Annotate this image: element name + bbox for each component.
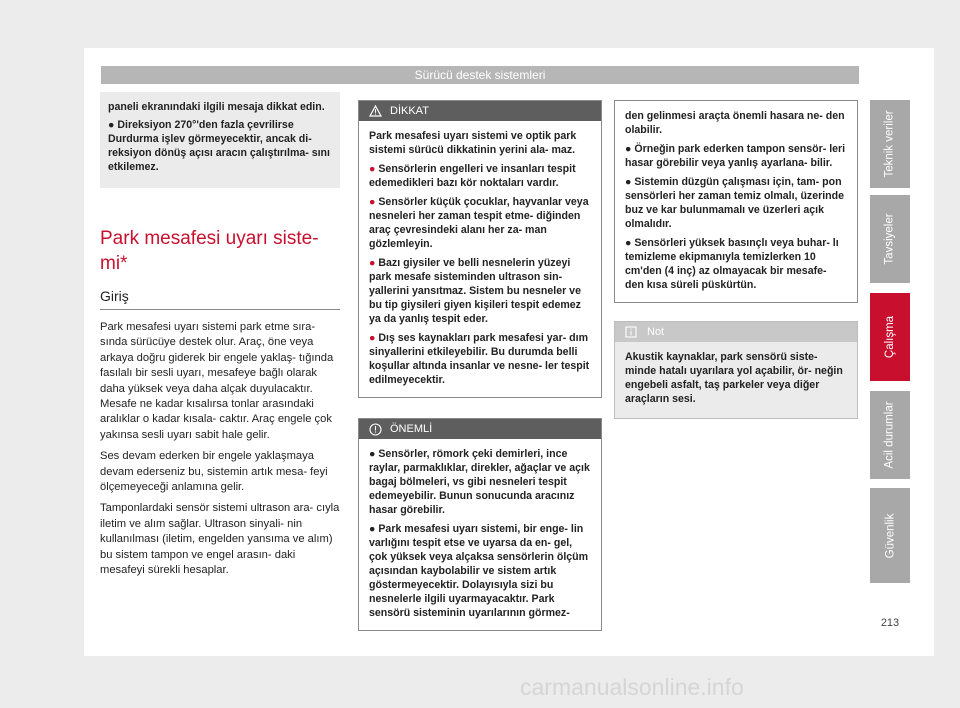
important-box — [358, 418, 602, 631]
caution-intro: Park mesafesi uyarı sistemi ve optik park sistemi sürücü dikkatinin yerini ala- maz. — [369, 130, 577, 156]
bullet-icon: ● — [369, 448, 376, 460]
important-bullet — [625, 142, 847, 170]
body-text — [100, 320, 340, 579]
bullet-text: Sensörler küçük çocuklar, hayvanlar veya nesneleri her zaman tespit etme- diğinden araç çevresindeki alanı her za- man gözlemleyin. — [369, 196, 589, 250]
bullet-icon: ● — [625, 143, 632, 155]
side-tab-teknik-veriler[interactable] — [870, 100, 910, 188]
bullet-text: Sensörler, römork çeki demirleri, ince raylar, parmaklıklar, direkler, ağaçlar ve açık bagaj bölmeleri, vs gibi nesneleri tespit edemeyebilir. Bunun sonucunda aracınız hasar görebilir. — [369, 448, 590, 516]
bullet-icon: ● — [369, 332, 376, 344]
note-label: Not — [647, 326, 665, 338]
bullet-text: Sensörleri yüksek basınçlı veya buhar- lı temizleme ekipmanıyla temizlerken 10 cm'den (4 inç) az olmayacak bir mesafe- den kısa süreli püskürtün. — [625, 237, 839, 291]
bullet-icon: ● — [369, 196, 376, 208]
paragraph: Ses devam ederken bir engele yaklaşmaya devam ederseniz bu, sistemin artık mesa- feyi ölçemeyeceği anlamına gelir. — [100, 450, 328, 494]
paragraph: Tamponlardaki sensör sistemi ultrason ara- cıyla iletim ve alım sağlar. Ultrason sinyali- nin kullanılması (iletim, engelden yansıma ve alım) bu sistem tampon ve engel arasın- daki mesafeyi sürekli hesaplar. — [100, 502, 340, 577]
bullet-icon: ● — [625, 176, 632, 188]
note-body: Akustik kaynaklar, park sensörü siste- minde hatalı uyarılara yol açabilir, ör- neğin engebeli asfalt, taş parkeler veya diğer araçların sesi. — [615, 342, 857, 418]
bullet-text: Sensörlerin engelleri ve insanları tespit edemedikleri bazı kör noktaları vardır. — [369, 163, 576, 189]
bullet-icon: ● — [369, 257, 376, 269]
caution-header — [359, 101, 601, 121]
paragraph: Park mesafesi uyarı sistemi park etme sıra- sında sürücüye destek olur. Araç, öne veya arkaya doğru giderek bir engele yaklaş- tığında fasılalı bir sesli uyarı, mesafeye bağlı olarak daha yüksek veya daha alçak duyulacaktır. Mesafe ne kadar kısalırsa tonlar arasındaki aralıklar o kadar kısala- caktır. Araç engele çok yakınsa sesli uyarı sabit hale gelir. — [100, 321, 334, 441]
bullet-text: Bazı giysiler ve belli nesnelerin yüzeyi park mesafe sisteminden ultrason sin- yallerini yansıtmaz. Sistem bu nesneler ve bu tip giysileri giyen kişileri tespit edemez ya da yanlış tespit eder. — [369, 257, 581, 325]
important-bullet — [625, 175, 847, 231]
side-tab-label: Acil durumlar — [884, 401, 897, 469]
important-body — [359, 439, 601, 630]
note-icon — [625, 326, 637, 338]
page-number: 213 — [880, 617, 900, 629]
caution-bullet — [369, 256, 591, 326]
bullet-text: Direksiyon 270°'den fazla çevrilirse Durdurma işlev görmeyecektir, ancak di- reksiyon dönüş açısı aracın çalıştırılma- sını etkilemez. — [108, 119, 330, 173]
bullet-text: Dış ses kaynakları park mesafesi yar- dım sinyallerini etkileyebilir. Bu durumda belli koşullar altında insanlar ve nesne- ler tespit edilmeyecektir. — [369, 332, 590, 386]
note-header — [615, 322, 857, 342]
caution-bullet — [369, 195, 591, 251]
side-tab-guvenlik[interactable] — [870, 488, 910, 583]
caution-box — [358, 100, 602, 398]
caution-bullet — [369, 162, 591, 190]
continued-text: den gelinmesi araçta önemli hasara ne- den olabilir. — [625, 110, 845, 136]
side-tab-tavsiyeler[interactable] — [870, 195, 910, 283]
side-tab-label: Güvenlik — [884, 513, 896, 558]
important-label: ÖNEMLİ — [390, 423, 433, 435]
bullet-text: Örneğin park ederken tampon sensör- leri hasar görebilir veya yanlış ayarlana- bilir. — [625, 143, 846, 169]
watermark: carmanualsonline.info — [520, 674, 744, 700]
section-title: Park mesafesi uyarı siste- mi* — [100, 228, 319, 274]
note-box — [614, 321, 858, 419]
bullet-icon: ● — [625, 237, 632, 249]
side-tab-label: Çalışma — [884, 315, 896, 359]
caution-body — [359, 121, 601, 397]
side-tab-acil-durumlar[interactable] — [870, 391, 910, 479]
bullet-icon: ● — [369, 163, 376, 175]
column-right — [614, 100, 858, 419]
bullet-icon: ● — [369, 523, 376, 535]
column-left — [100, 92, 340, 579]
important-header — [359, 419, 601, 439]
column-middle — [358, 100, 602, 631]
important-bullet — [369, 522, 591, 620]
side-tab-label: Teknik veriler — [884, 110, 897, 178]
continued-text: paneli ekranındaki ilgili mesaja dikkat edin. — [108, 101, 325, 113]
important-bullet — [369, 447, 591, 517]
important-body-continued — [615, 101, 857, 302]
bullet-icon: ● — [108, 119, 115, 131]
warning-triangle-icon — [369, 105, 382, 117]
important-bullet — [625, 236, 847, 292]
caution-label: DİKKAT — [390, 105, 429, 117]
continued-bullet — [108, 118, 332, 174]
continued-box — [100, 92, 340, 188]
important-box-continued — [614, 100, 858, 303]
side-tab-calisma[interactable] — [870, 293, 910, 381]
section-subtitle: Giriş — [100, 288, 340, 310]
info-circle-icon — [369, 423, 382, 436]
side-tab-label: Tavsiyeler — [884, 213, 897, 265]
page-header: Sürücü destek sistemleri — [101, 66, 859, 84]
bullet-text: Sistemin düzgün çalışması için, tam- pon sensörleri her zaman temiz olmalı, üzerinde buz ve kar bulunmamalı ve üzerleri açık olmalıdır. — [625, 176, 845, 230]
caution-bullet — [369, 331, 591, 387]
bullet-text: Park mesafesi uyarı sistemi, bir enge- lin varlığını tespit etse ve uyarsa da en- gel, çok yüksek veya alçaksa sensörlerin ölçüm açısından kaybolabilir ve sistem artık göstermeyecektir. Dolayısıyla sizi bu nesnelerle ilgili uyarmayacaktır. Park sensörü sisteminin uyarılarının görmez- — [369, 523, 589, 619]
